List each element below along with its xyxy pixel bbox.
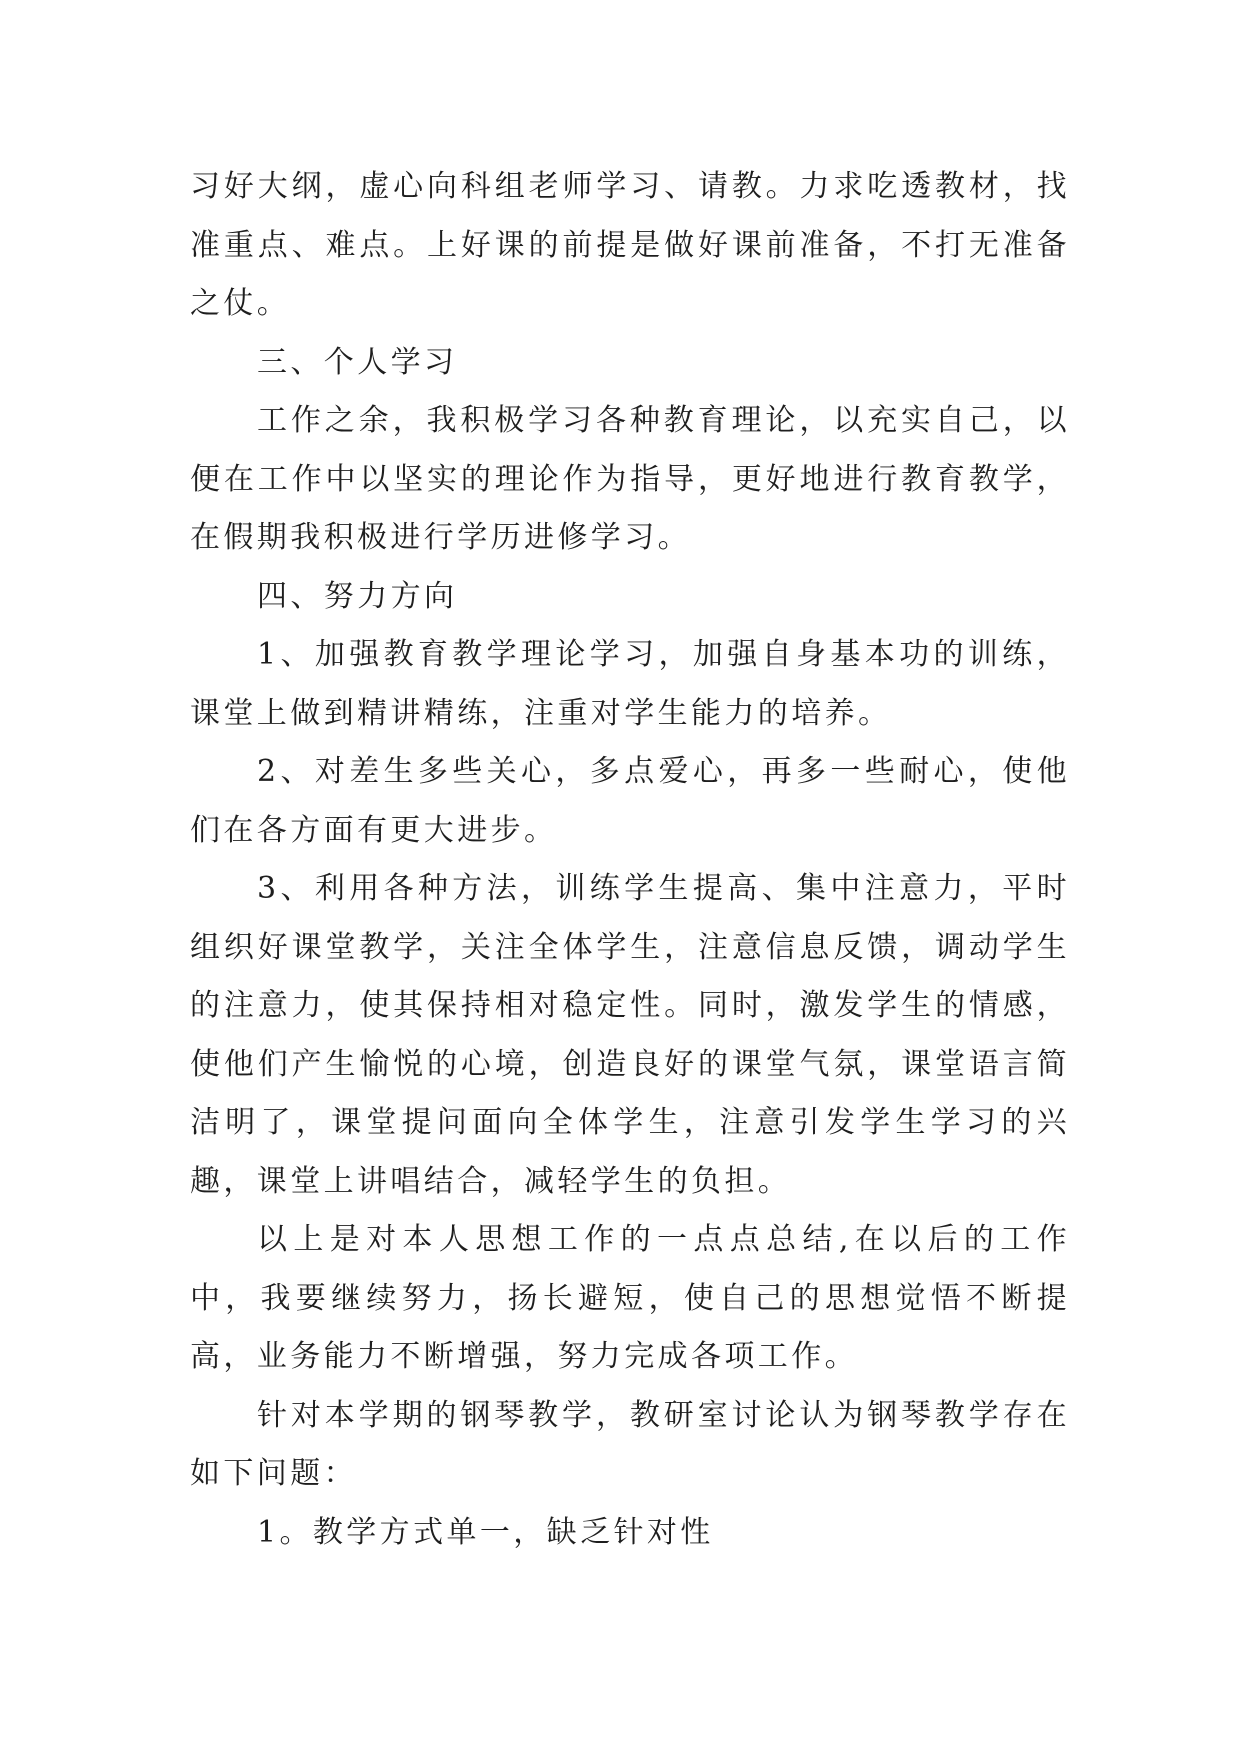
- document-page: [190, 158, 1070, 1562]
- section-heading-direction: 四、努力方向: [257, 578, 458, 614]
- list-item-2: 2、对差生多些关心，多点爱心，再多一些耐心，使他们在各方面有更大进步。: [190, 754, 1070, 848]
- list-item-3: 3、利用各种方法，训练学生提高、集中注意力，平时组织好课堂教学，关注全体学生，注意信息反馈，调动学生的注意力，使其保持相对稳定性。同时，激发学生的情感，使他们产生愉悦的心境，创造良好的课堂气氛，课堂语言简洁明了，课堂提问面向全体学生，注意引发学生学习的兴趣，课堂上讲唱结合，减轻学生的负担。: [190, 871, 1070, 1199]
- paragraph-piano-issues: 针对本学期的钢琴教学，教研室讨论认为钢琴教学存在如下问题：: [190, 1397, 1070, 1491]
- list-item-1: 1、加强教育教学理论学习，加强自身基本功的训练，课堂上做到精讲精练，注重对学生能力的培养。: [190, 637, 1070, 731]
- section-heading-personal-study: 三、个人学习: [257, 344, 458, 380]
- paragraph-summary: 以上是对本人思想工作的一点点总结,在以后的工作中，我要继续努力，扬长避短，使自己的思想觉悟不断提高，业务能力不断增强，努力完成各项工作。: [190, 1222, 1070, 1374]
- paragraph-continuation: 习好大纲，虚心向科组老师学习、请教。力求吃透教材，找准重点、难点。上好课的前提是做好课前准备，不打无准备之仗。: [190, 169, 1070, 321]
- paragraph-personal-study: 工作之余，我积极学习各种教育理论，以充实自己，以便在工作中以坚实的理论作为指导，更好地进行教育教学，在假期我积极进行学历进修学习。: [190, 403, 1070, 555]
- issue-item-1: 1。教学方式单一，缺乏针对性: [257, 1514, 714, 1550]
